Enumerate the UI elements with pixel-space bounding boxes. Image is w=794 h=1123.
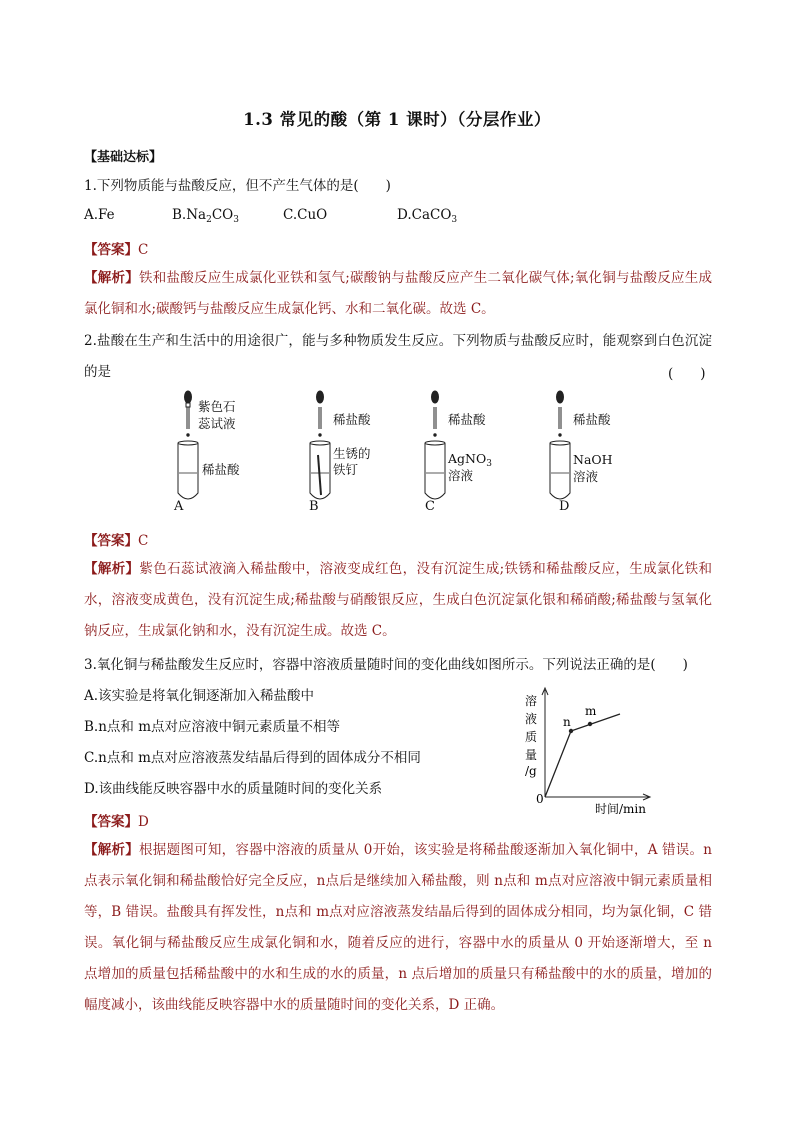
tube-a-top-label-2: 蕊试液 [198, 416, 236, 431]
y-label-5: /g [525, 764, 537, 778]
tube-c-top-label: 稀盐酸 [448, 412, 486, 427]
tube-d-bottom-label-1: NaOH [573, 452, 613, 467]
y-label-3: 质 [525, 730, 538, 744]
origin-label: 0 [536, 792, 544, 806]
q3-graph [505, 685, 665, 820]
tube-c-bottom-label-1: AgNO$_3$ [448, 451, 492, 469]
y-label-4: 量 [525, 748, 538, 762]
tube-d [550, 441, 570, 499]
tube-b [310, 441, 330, 499]
q1-option-d: D.CaCO$_3$ [397, 207, 458, 225]
tube-c-letter: C [425, 499, 435, 514]
q1-analysis: 【解析】铁和盐酸反应生成氯化亚铁和氢气;碳酸钠与盐酸反应产生二氧化碳气体;氧化铜与盐酸反应生成氯化铜和水;碳酸钙与盐酸反应生成氯化钙、水和二氧化碳。故选 C。 [84, 270, 712, 317]
q1-option-b: $B.Na_2CO_3$ [172, 207, 239, 225]
tube-a-letter: A [174, 499, 184, 514]
q3-option-b: B.n点和 m点对应溶液中铜元素质量不相等 [84, 719, 340, 735]
q1-option-a: A.Fe [84, 207, 115, 223]
q3-stem: 3.氧化铜与稀盐酸发生反应时，容器中溶液质量随时间的变化曲线如图所示。下列说法正确的是( ) [84, 657, 688, 673]
q2-analysis: 【解析】紫色石蕊试液滴入稀盐酸中，溶液变成红色，没有沉淀生成;铁锈和稀盐酸反应，生成氯化铁和水，溶液变成黄色，没有沉淀生成;稀盐酸与硝酸银反应，生成白色沉淀氯化银和稀硝酸;稀盐酸与氢氧化钠反应，生成氯化钠和水，没有沉淀生成。故选 C。 [84, 561, 712, 639]
q3-option-c: C.n点和 m点对应溶液蒸发结晶后得到的固体成分不相同 [84, 750, 421, 766]
tube-b-letter: B [309, 499, 319, 514]
q3-answer: 【答案】D [84, 814, 149, 830]
tube-b-dropper [317, 391, 324, 436]
section-heading: 【基础达标】 [84, 150, 163, 165]
tube-a [178, 441, 198, 499]
point-m-label: m [585, 704, 597, 718]
curve [545, 714, 620, 797]
point-n-marker [569, 729, 573, 733]
tube-c [425, 441, 445, 499]
point-n-label: n [563, 715, 571, 729]
q3-option-a: A.该实验是将氧化铜逐渐加入稀盐酸中 [84, 688, 315, 704]
page-title: 1.3 常见的酸（第 1 课时）（分层作业） [243, 110, 551, 129]
tube-b-top-label: 稀盐酸 [333, 412, 371, 427]
tube-d-dropper [557, 391, 564, 436]
tube-c-dropper [432, 391, 439, 436]
tube-a-dropper [185, 391, 192, 436]
q3-analysis: 【解析】根据题图可知，容器中溶液的质量从 0开始，该实验是将稀盐酸逐渐加入氧化铜中，A 错误。n点表示氧化铜和稀盐酸恰好完全反应，n点后是继续加入稀盐酸，则 n点和 m点对应溶液中铜元素质量相等，B 错误。盐酸具有挥发性，n点和 m点对应溶液蒸发结晶后得到的固体成分相同，均为氯化铜，C 错误。氧化铜与稀盐酸反应生成氯化铜和水，随着反应的进行，容器中水的质量从 0 开始逐渐增大，至 n 点增加的质量包括稀盐酸中的水和生成的水的质量，n 点后增加的质量只有稀盐酸中的水的质量，增加的幅度减小，该曲线能反映容器中水的质量随时间的变化关系，D 正确。 [84, 842, 713, 1013]
y-label-1: 溶 [525, 694, 538, 708]
q1-option-c: C.CuO [283, 207, 328, 223]
x-label: 时间/min [595, 802, 646, 816]
q2-answer: 【答案】C [84, 533, 149, 549]
q3-option-d: D.该曲线能反映容器中水的质量随时间的变化关系 [84, 781, 383, 797]
q2-bracket: ( ) [668, 366, 706, 382]
y-label-2: 液 [525, 712, 538, 726]
q1-answer: 【答案】C [84, 242, 149, 258]
tube-d-letter: D [559, 499, 570, 514]
tube-c-bottom-label-2: 溶液 [448, 468, 474, 483]
tube-b-bottom-label-1: 生锈的 [333, 446, 371, 461]
q2-stem: 2.盐酸在生产和生活中的用途很广，能与多种物质发生反应。下列物质与盐酸反应时，能观察到白色沉淀的是 [84, 333, 712, 380]
tube-b-bottom-label-2: 铁钉 [333, 462, 359, 477]
point-m-marker [588, 722, 592, 726]
q1-stem: 1.下列物质能与盐酸反应，但不产生气体的是( ) [84, 178, 391, 194]
tube-a-top-label-1: 紫色石 [198, 399, 236, 414]
tube-d-top-label: 稀盐酸 [573, 412, 611, 427]
tube-a-bottom-label: 稀盐酸 [202, 462, 240, 477]
tube-d-bottom-label-2: 溶液 [573, 469, 599, 484]
